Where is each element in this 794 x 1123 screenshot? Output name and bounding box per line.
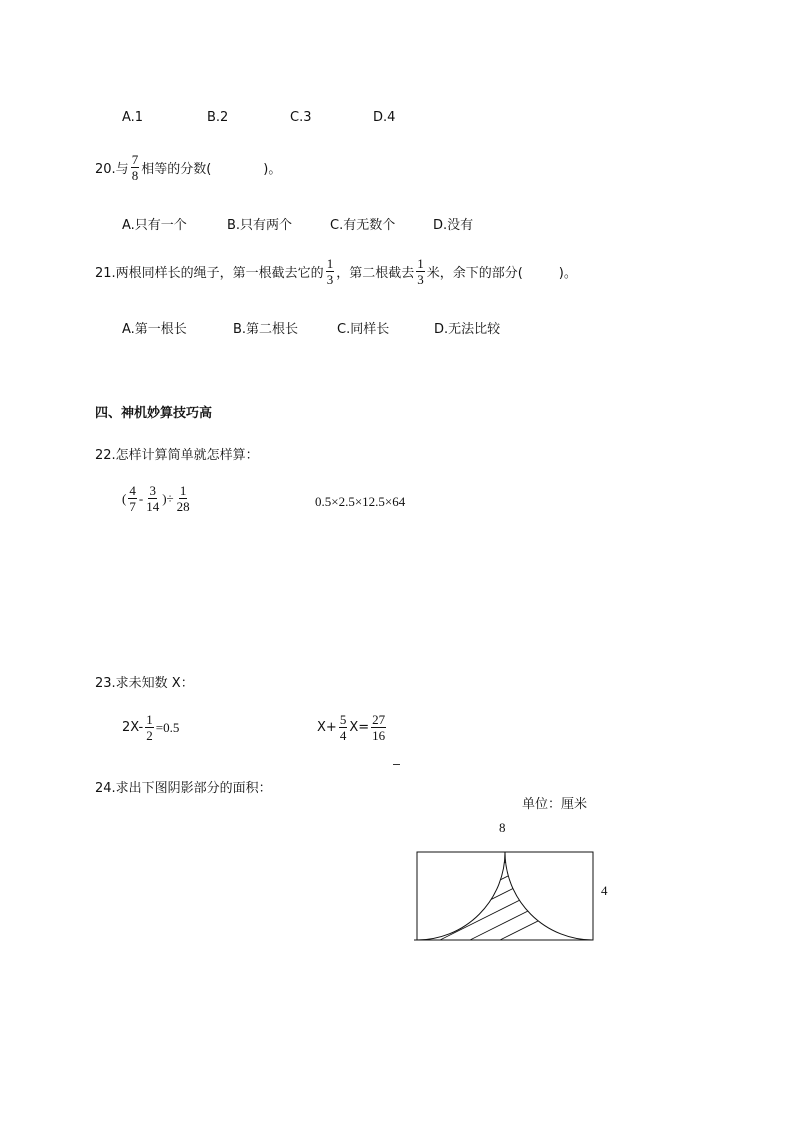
- question-20: [95, 152, 281, 183]
- option-b: B.第二根长: [233, 322, 299, 337]
- q24-title: 24.求出下图阴影部分的面积：: [95, 781, 272, 796]
- width-label: 8: [499, 820, 506, 835]
- unit-label: 单位：厘米: [522, 797, 588, 812]
- denominator: 7: [129, 499, 136, 514]
- q21-prefix: 21.两根同样长的绳子，第一根截去它的: [95, 266, 324, 281]
- height-label: 4: [601, 883, 608, 898]
- minus-sign: -: [138, 490, 144, 506]
- eq-x-plus: X+: [317, 720, 337, 735]
- q20-close: )。: [263, 162, 282, 177]
- numerator: 7: [131, 152, 139, 167]
- numerator: 4: [129, 483, 136, 498]
- q22-expression-1: [122, 483, 193, 514]
- shaded-area-figure: [410, 845, 600, 945]
- left-arc: [417, 852, 505, 940]
- fraction-27-16: [371, 712, 386, 743]
- eq-left: 2X-: [122, 720, 144, 735]
- option-c: C.3: [290, 110, 312, 125]
- q20-prefix: 20.与: [95, 162, 129, 177]
- option-a: A.第一根长: [122, 322, 187, 337]
- eq-right: =0.5: [155, 719, 180, 735]
- option-c: C.同样长: [337, 322, 390, 337]
- fraction-7-8: [131, 152, 140, 183]
- option-d: D.无法比较: [434, 322, 501, 337]
- option-b: B.只有两个: [227, 218, 293, 233]
- numerator: 27: [372, 712, 386, 727]
- q23-title: 23.求未知数 X：: [95, 676, 194, 691]
- question-21: [95, 256, 577, 287]
- fraction-5-4: [339, 712, 348, 743]
- option-d: D.4: [373, 110, 396, 125]
- denominator: 14: [146, 499, 160, 514]
- stray-mark: [393, 764, 400, 765]
- option-a: A.1: [122, 110, 144, 125]
- numerator: 3: [149, 483, 156, 498]
- denominator: 16: [372, 728, 386, 743]
- eq-x-equals: X=: [349, 720, 370, 735]
- fraction-1-2: [145, 712, 154, 743]
- option-c: C.有无数个: [330, 218, 396, 233]
- rectangle-outline: [417, 852, 593, 940]
- fraction-1-3: [416, 256, 425, 287]
- q21-suffix: 米，余下的部分(: [426, 266, 523, 281]
- q21-middle: ，第二根截去: [336, 266, 415, 281]
- close-paren-divide: )÷: [162, 490, 174, 506]
- denominator: 2: [146, 728, 153, 743]
- option-d: D.没有: [433, 218, 474, 233]
- q22-title: 22.怎样计算简单就怎样算：: [95, 448, 259, 463]
- denominator: 28: [176, 499, 190, 514]
- denominator: 4: [339, 728, 347, 743]
- denominator: 8: [131, 168, 139, 183]
- fraction-1-3: [326, 256, 335, 287]
- open-paren: (: [122, 490, 127, 506]
- numerator: 1: [417, 256, 424, 271]
- q20-suffix: 相等的分数(: [141, 162, 212, 177]
- q22-expression-2: 0.5×2.5×12.5×64: [315, 494, 406, 509]
- denominator: 3: [326, 272, 334, 287]
- fraction-3-14: [145, 483, 160, 514]
- q23-equation-1: [122, 712, 179, 743]
- fraction-1-28: [176, 483, 191, 514]
- numerator: 1: [326, 256, 334, 271]
- right-arc: [505, 852, 593, 940]
- numerator: 5: [339, 712, 347, 727]
- denominator: 3: [417, 272, 424, 287]
- numerator: 1: [146, 712, 153, 727]
- section-title: 四、神机妙算技巧高: [95, 406, 213, 421]
- q21-close: )。: [558, 266, 577, 281]
- option-b: B.2: [207, 110, 229, 125]
- numerator: 1: [179, 483, 187, 498]
- q23-equation-2: [317, 712, 388, 743]
- fraction-4-7: [128, 483, 137, 514]
- option-a: A.只有一个: [122, 218, 187, 233]
